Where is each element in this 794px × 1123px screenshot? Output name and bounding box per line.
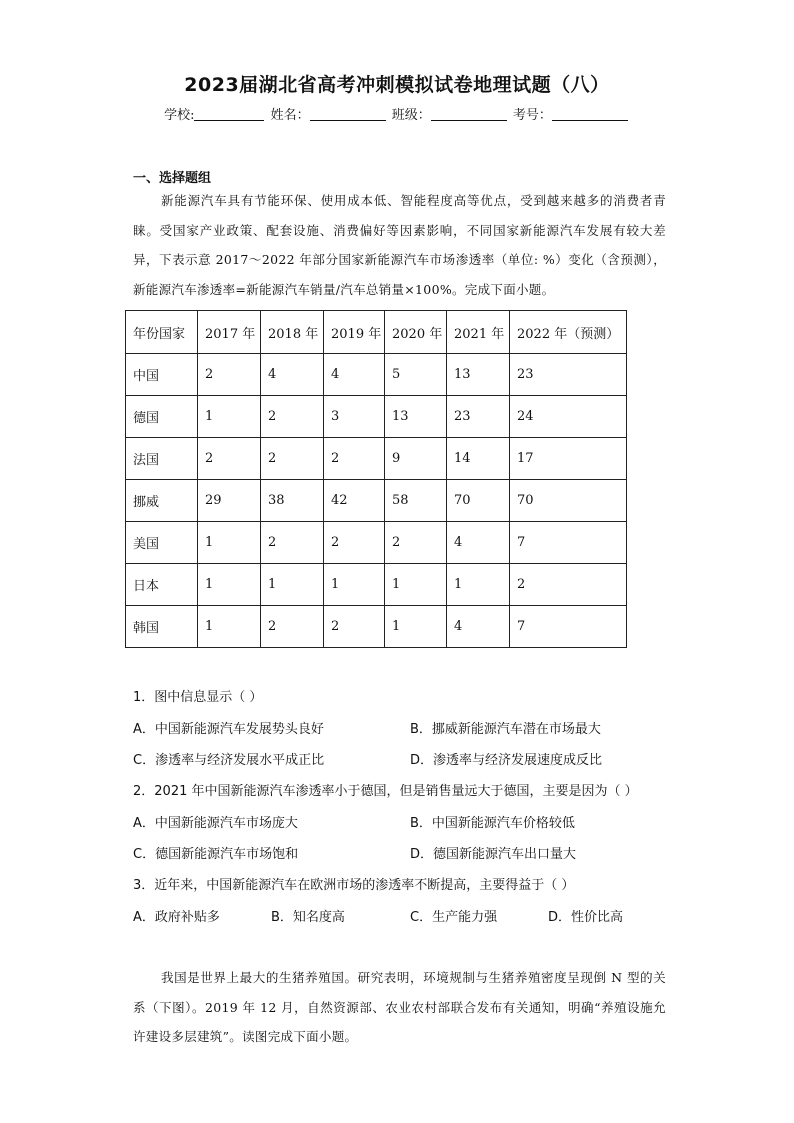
table-cell: 3 <box>324 396 385 438</box>
passage-ev: 新能源汽车具有节能环保、使用成本低、智能程度高等优点，受到越来越多的消费者青睐。受国家产业政策、配套设施、消费偏好等因素影响，不同国家新能源汽车发展有较大差异，下表示意 2017～2022 年部分国家新能源汽车市场渗透率（单位: %）变化（含预测），新能源汽车渗透率=新能源汽车销量/汽车总销量×100%。完成下面小题。 <box>133 193 666 297</box>
number-label: 考号： <box>512 108 552 123</box>
table-cell: 1 <box>385 564 447 606</box>
table-cell: 23 <box>510 354 627 396</box>
table-row <box>126 606 627 648</box>
q1-option-a[interactable]: A．中国新能源汽车发展势头良好 <box>133 722 324 737</box>
table-cell: 美国 <box>126 522 198 564</box>
table-header-row <box>126 311 627 354</box>
table-row <box>126 396 627 438</box>
table-cell: 1 <box>198 396 261 438</box>
table-cell: 70 <box>510 480 627 522</box>
table-cell: 2 <box>261 522 324 564</box>
table-cell: 9 <box>385 438 447 480</box>
table-cell: 24 <box>510 396 627 438</box>
penetration-table <box>125 310 627 648</box>
table-cell: 7 <box>510 522 627 564</box>
table-row <box>126 438 627 480</box>
table-cell: 4 <box>261 354 324 396</box>
table-cell: 58 <box>385 480 447 522</box>
table-header-cell: 2018 年 <box>261 311 324 354</box>
table-cell: 1 <box>198 606 261 648</box>
number-blank <box>552 108 628 121</box>
table-cell: 38 <box>261 480 324 522</box>
section-heading: 一、选择题组 <box>133 171 212 186</box>
table-cell: 2 <box>198 354 261 396</box>
table-cell: 5 <box>385 354 447 396</box>
table-cell: 4 <box>447 606 510 648</box>
table-cell: 中国 <box>126 354 198 396</box>
table-header-cell: 2021 年 <box>447 311 510 354</box>
table-cell: 2 <box>261 396 324 438</box>
table-cell: 日本 <box>126 564 198 606</box>
q2-option-d[interactable]: D．德国新能源汽车出口量大 <box>410 847 577 862</box>
table-cell: 2 <box>385 522 447 564</box>
table-cell: 29 <box>198 480 261 522</box>
question-1-stem: 1．图中信息显示（ ） <box>133 690 263 705</box>
table-header-cell: 2017 年 <box>198 311 261 354</box>
school-blank <box>194 108 264 121</box>
question-3-stem: 3．近年来，中国新能源汽车在欧洲市场的渗透率不断提高，主要得益于（ ） <box>133 878 575 893</box>
table-cell: 法国 <box>126 438 198 480</box>
q3-option-b[interactable]: B．知名度高 <box>271 910 345 925</box>
table-header-cell: 2020 年 <box>385 311 447 354</box>
table-cell: 2 <box>261 438 324 480</box>
name-label: 姓名： <box>270 108 310 123</box>
table-cell: 2 <box>198 438 261 480</box>
table-row <box>126 480 627 522</box>
table-cell: 7 <box>510 606 627 648</box>
q3-option-a[interactable]: A．政府补贴多 <box>133 910 220 925</box>
table-cell: 1 <box>198 564 261 606</box>
table-cell: 4 <box>447 522 510 564</box>
q1-option-c[interactable]: C．渗透率与经济发展水平成正比 <box>133 753 325 768</box>
q2-option-a[interactable]: A．中国新能源汽车市场庞大 <box>133 816 298 831</box>
table-cell: 2 <box>324 438 385 480</box>
class-blank <box>431 108 507 121</box>
q1-option-d[interactable]: D．渗透率与经济发展速度成反比 <box>410 753 603 768</box>
table-cell: 2 <box>324 606 385 648</box>
table-cell: 1 <box>447 564 510 606</box>
student-info-line <box>0 104 794 123</box>
table-row <box>126 354 627 396</box>
table-cell: 23 <box>447 396 510 438</box>
q2-option-c[interactable]: C．德国新能源汽车市场饱和 <box>133 847 299 862</box>
table-cell: 1 <box>385 606 447 648</box>
table-cell: 70 <box>447 480 510 522</box>
class-label: 班级： <box>391 108 431 123</box>
table-cell: 德国 <box>126 396 198 438</box>
table-cell: 42 <box>324 480 385 522</box>
name-blank <box>310 108 386 121</box>
table-cell: 1 <box>261 564 324 606</box>
table-cell: 2 <box>510 564 627 606</box>
table-cell: 14 <box>447 438 510 480</box>
table-cell: 1 <box>198 522 261 564</box>
q3-option-c[interactable]: C．生产能力强 <box>410 910 498 925</box>
table-cell: 2 <box>261 606 324 648</box>
table-cell: 13 <box>447 354 510 396</box>
table-cell: 17 <box>510 438 627 480</box>
table-header-cell: 年份国家 <box>126 311 198 354</box>
table-row <box>126 564 627 606</box>
q1-option-b[interactable]: B．挪威新能源汽车潜在市场最大 <box>410 722 601 737</box>
table-header-cell: 2022 年（预测） <box>510 311 627 354</box>
q2-option-b[interactable]: B．中国新能源汽车价格较低 <box>410 816 575 831</box>
table-header-cell: 2019 年 <box>324 311 385 354</box>
table-cell: 韩国 <box>126 606 198 648</box>
table-cell: 挪威 <box>126 480 198 522</box>
q3-option-d[interactable]: D．性价比高 <box>548 910 624 925</box>
passage-pig-farming: 我国是世界上最大的生猪养殖国。研究表明，环境规制与生猪养殖密度呈现倒 N 型的关系（下图）。2019 年 12 月，自然资源部、农业农村部联合发布有关通知，明确“养殖设施允许建设多层建筑”。读图完成下面小题。 <box>133 970 666 1044</box>
table-cell: 2 <box>324 522 385 564</box>
table-row <box>126 522 627 564</box>
page-title: 2023届湖北省高考冲刺模拟试卷地理试题（八） <box>184 74 610 96</box>
table-cell: 1 <box>324 564 385 606</box>
school-label: 学校: <box>164 108 195 123</box>
table-cell: 4 <box>324 354 385 396</box>
table-cell: 13 <box>385 396 447 438</box>
question-2-stem: 2．2021 年中国新能源汽车渗透率小于德国，但是销售量远大于德国，主要是因为（ ） <box>133 784 638 799</box>
